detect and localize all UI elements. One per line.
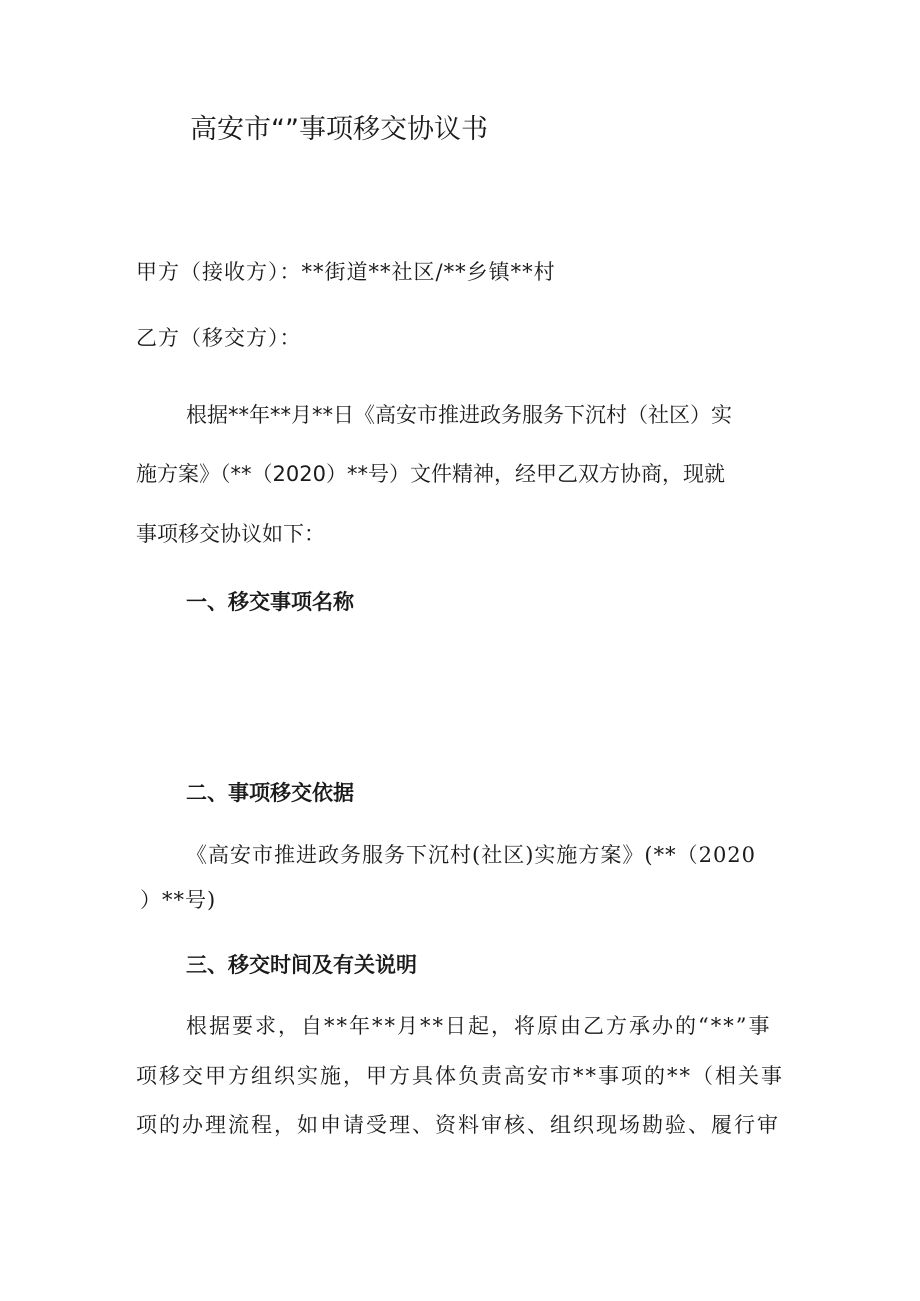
section-2-basis-line-2: ）**号) — [140, 888, 217, 912]
section-3-heading: 三、移交时间及有关说明 — [186, 953, 417, 977]
section-3-line-3: 项的办理流程，如申请受理、资料审核、组织现场勘验、履行审 — [136, 1113, 780, 1137]
intro-line-3: 事项移交协议如下： — [136, 522, 325, 546]
intro-line-1: 根据**年**月**日《高安市推进政务服务下沉村（社区）实 — [186, 403, 732, 427]
section-3-line-1: 根据要求，自**年**月**日起，将原由乙方承办的“**”事 — [186, 1014, 772, 1038]
section-1-heading: 一、移交事项名称 — [186, 590, 354, 614]
intro-line-2: 施方案》（**（2020）**号）文件精神，经甲乙双方协商，现就 — [136, 462, 725, 486]
section-2-heading: 二、事项移交依据 — [186, 781, 354, 805]
section-3-line-2: 项移交甲方组织实施，甲方具体负责高安市**事项的**（相关事 — [136, 1064, 784, 1088]
party-b-line: 乙方（移交方）： — [136, 326, 302, 350]
section-2-basis-line-1: 《高安市推进政务服务下沉村(社区)实施方案》(**（2020 — [186, 843, 757, 867]
document-title: 高安市“”事项移交协议书 — [190, 114, 488, 145]
party-a-line: 甲方（接收方）：**街道**社区/**乡镇**村 — [136, 260, 556, 284]
